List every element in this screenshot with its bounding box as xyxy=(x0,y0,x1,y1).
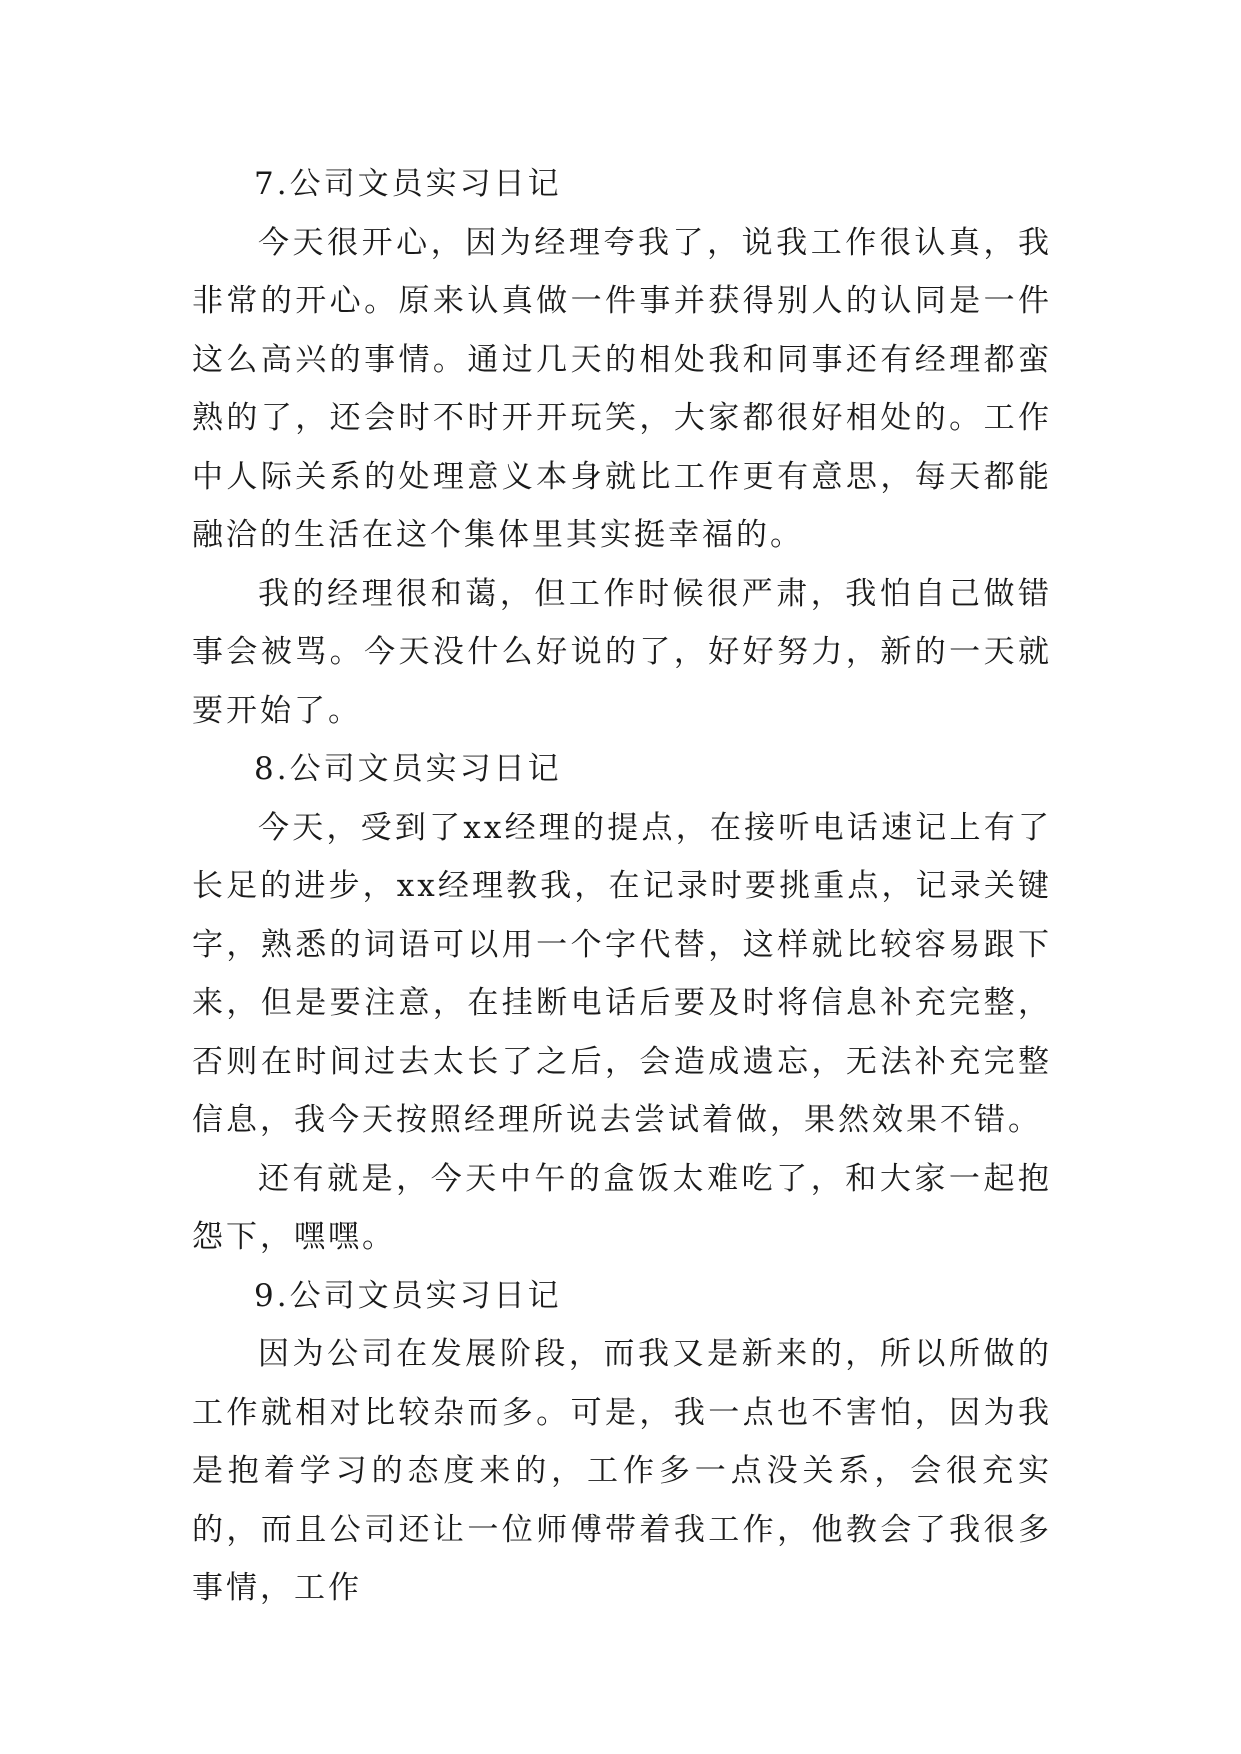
diary-entry-8 xyxy=(192,740,1052,1267)
diary-entry-7 xyxy=(192,155,1052,740)
entry-heading: 7.公司文员实习日记 xyxy=(254,166,562,202)
diary-entry-9 xyxy=(192,1267,1052,1618)
entry-heading: 9.公司文员实习日记 xyxy=(254,1277,562,1314)
entry-paragraph: 还有就是，今天中午的盒饭太难吃了，和大家一起抱怨下，嘿嘿。 xyxy=(192,1160,1052,1255)
document-page xyxy=(192,155,1052,1618)
entry-paragraph: 今天，受到了xx经理的提点，在接听电话速记上有了长足的进步，xx经理教我，在记录时要挑重点，记录关键字，熟悉的词语可以用一个字代替，这样就比较容易跟下来，但是要注意，在挂断电话后要及时将信息补充完整，否则在时间过去太长了之后，会造成遗忘，无法补充完整信息，我今天按照经理所说去尝试着做，果然效果不错。 xyxy=(192,809,1052,1138)
entry-heading: 8.公司文员实习日记 xyxy=(254,751,562,787)
entry-paragraph: 今天很开心，因为经理夸我了，说我工作很认真，我非常的开心。原来认真做一件事并获得别人的认同是一件这么高兴的事情。通过几天的相处我和同事还有经理都蛮熟的了，还会时不时开开玩笑，大家都很好相处的。工作中人际关系的处理意义本身就比工作更有意思，每天都能融洽的生活在这个集体里其实挺幸福的。 xyxy=(192,224,1052,553)
entry-paragraph: 我的经理很和蔼，但工作时候很严肃，我怕自己做错事会被骂。今天没什么好说的了，好好努力，新的一天就要开始了。 xyxy=(192,575,1052,729)
entry-paragraph: 因为公司在发展阶段，而我又是新来的，所以所做的工作就相对比较杂而多。可是，我一点也不害怕，因为我是抱着学习的态度来的，工作多一点没关系，会很充实的，而且公司还让一位师傅带着我工作，他教会了我很多事情，工作 xyxy=(192,1336,1052,1606)
